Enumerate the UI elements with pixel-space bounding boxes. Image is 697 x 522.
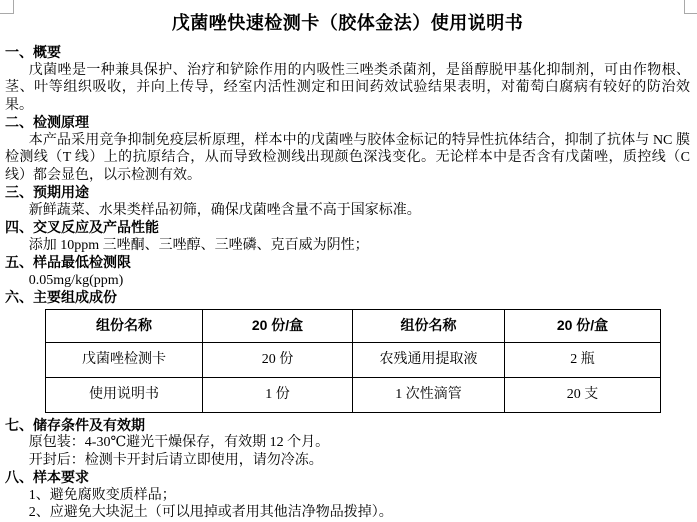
- table-cell: 使用说明书: [46, 377, 203, 412]
- document-title: 戊菌唑快速检测卡（胶体金法）使用说明书: [171, 13, 524, 33]
- section-overview: [5, 44, 690, 114]
- table-header-row: [46, 309, 661, 342]
- paragraph-cross-reaction: 添加 10ppm 三唑酮、三唑醇、三唑磷、克百威为阴性；: [28, 237, 369, 253]
- paragraph-overview: 戊菌唑是一种兼具保护、治疗和铲除作用的内吸性三唑类杀菌剂，是甾醇脱甲基化抑制剂，可由作物根、茎、叶等组织吸收，并向上传导，经室内活性测定和田间药效试验结果表明，对葡萄白腐病有较好的防治效果。: [5, 62, 690, 113]
- table-cell: 农残通用提取液: [353, 342, 505, 377]
- table-row: [46, 342, 661, 377]
- section-components: [5, 289, 690, 413]
- section-heading-cross-reaction: 四、交叉反应及产品性能: [5, 219, 159, 235]
- paragraph-sample-requirement-1: 1、避免腐败变质样品；: [28, 487, 176, 503]
- section-detection-limit: [5, 254, 690, 289]
- page-boundary-mark-top-right: [684, 0, 697, 14]
- section-storage: [5, 417, 690, 470]
- section-heading-components: 六、主要组成成份: [5, 289, 117, 305]
- table-cell: 2 瓶: [505, 342, 661, 377]
- section-intended-use: [5, 184, 690, 219]
- table-header-cell: 20 份/盒: [203, 309, 353, 342]
- table-cell: 1 次性滴管: [353, 377, 505, 412]
- paragraph-test-principle: 本产品采用竞争抑制免疫层析原理，样本中的戊菌唑与胶体金标记的特异性抗体结合，抑制了抗体与 NC 膜检测线（T 线）上的抗原结合，从而导致检测线出现颜色深浅变化。无论样本中是否含有戊菌唑，质控线（C 线）都会显色，以示检测有效。: [5, 132, 690, 183]
- paragraph-storage-original: 原包装：4-30℃避光干燥保存，有效期 12 个月。: [28, 435, 330, 450]
- paragraph-storage-opened: 开封后：检测卡开封后请立即使用，请勿冷冻。: [28, 452, 323, 468]
- table-header-cell: 组份名称: [46, 309, 203, 342]
- table-row: [46, 377, 661, 412]
- section-heading-sample-requirements: 八、样本要求: [5, 469, 89, 485]
- table-header-cell: 组份名称: [353, 309, 505, 342]
- paragraph-intended-use: 新鲜蔬菜、水果类样品初筛，确保戊菌唑含量不高于国家标准。: [28, 202, 421, 218]
- table-cell: 20 份: [203, 342, 353, 377]
- section-heading-overview: 一、概要: [5, 44, 61, 60]
- table-cell: 1 份: [203, 377, 353, 412]
- section-cross-reaction: [5, 219, 690, 254]
- section-heading-detection-limit: 五、样品最低检测限: [5, 254, 131, 270]
- section-heading-test-principle: 二、检测原理: [5, 114, 89, 130]
- paragraph-detection-limit: 0.05mg/kg(ppm): [28, 272, 124, 288]
- table-cell: 20 支: [505, 377, 661, 412]
- table-header-cell: 20 份/盒: [505, 309, 661, 342]
- components-table: [45, 309, 661, 413]
- section-sample-requirements: [5, 469, 690, 522]
- paragraph-sample-requirement-2: 2、应避免大块泥土（可以甩掉或者用其他洁净物品拨掉）。: [28, 505, 393, 520]
- section-test-principle: [5, 114, 690, 184]
- section-heading-storage: 七、储存条件及有效期: [5, 416, 145, 433]
- section-heading-intended-use: 三、预期用途: [5, 184, 89, 200]
- page-boundary-mark-top-left: [0, 0, 14, 14]
- table-cell: 戊菌唑检测卡: [46, 342, 203, 377]
